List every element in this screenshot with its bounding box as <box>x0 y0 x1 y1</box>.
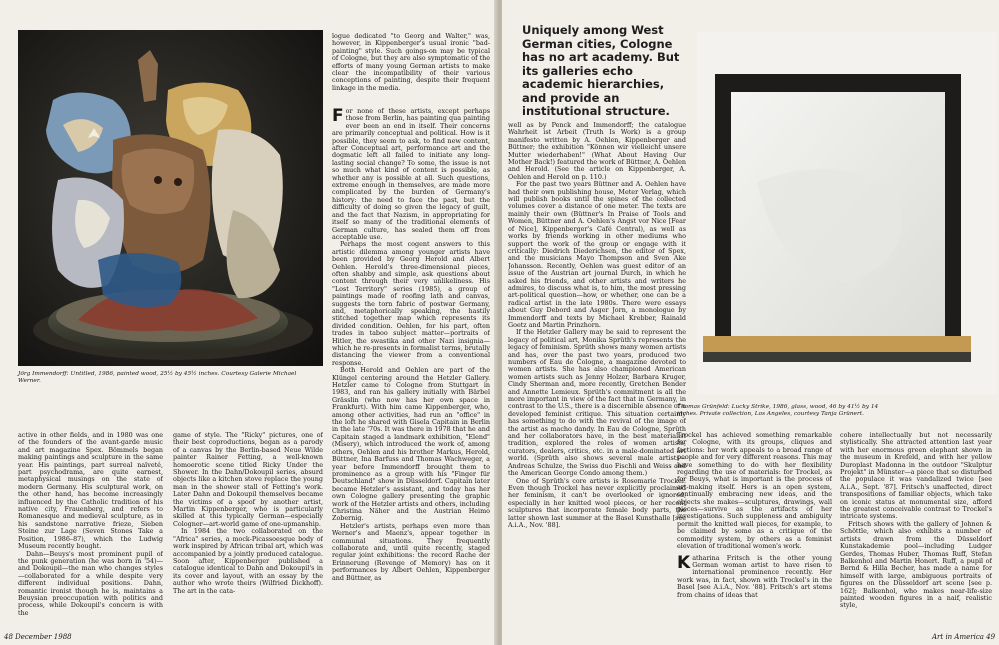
sculpture-photo <box>18 30 323 366</box>
paragraph: cohere intellectually but not necessarily stylistically. She attracted attention last year with her enormous green elephant shown in the museum in Krefeld, and with her yellow Duroplast Madonna in the outdoor "Skulptur Projekt" in Münster—a piece that so disturbed the populace it was vandalized twice [see A.i.A., Sept. '87]. Fritsch's unaffected, direct transpositions of familiar objects, which take on iconic status at monumental size, afford the greatest conceivable contrast to Trockel's intricate systems. <box>840 432 992 521</box>
paragraph: Dahn—Beuys's most prominent pupil of the punk generation (he was born in '54)—and Dokoupil—the man who changes styles—collaborated for a while despite very different individual positions. Dahn, romantic ironist though he is, maintains a Beuysian preoccupation with politics and process, while Dokoupil's concern is with the <box>18 549 163 617</box>
paragraph <box>677 552 832 599</box>
sculpture-illustration <box>18 30 323 366</box>
glass-sculpture-photo <box>697 32 997 394</box>
paragraph: Hetzler's artists, perhaps even more than Werner's and Maenz's, appear together in communal situations. They frequently collaborate and, until quite recently, staged regular joint exhibitions: the record Rache der Erinnerung (Revenge of Memory) has on it performances by Albert Oehlen, Kippenberger and Büttner, as <box>332 521 490 582</box>
paragraph: active in other fields, and in 1980 was one of the founders of the avant-garde music and art magazine Spex. Bömmels began making paintings and sculpture in the same year. His paintings, part surreal naïveté, part psychodrama, are quite earnest, metaphysical musings on the state of modern Germany. His sculptural work, on the other hand, has become increasingly influenced by the Catholic tradition of his native city, Frauenberg, and refers to Romanesque and medieval sculpture, as in his sandstone narrative frieze, Sieben Steine zur Lage (Seven Stones Take a Position, 1986–87), which the Ludwig Museum recently bought. <box>18 432 163 551</box>
right-page-folio: Art in America 49 <box>932 633 996 641</box>
paragraph: One of Sprüth's core artists is Rosemarie Trockel. Even though Trockel has never explicitly proclaimed her feminism, it can't be overlooked or ignored, especially in her knitted wool pieces, or her recent sculptures that incorporate female body parts, the latter shown last summer at the Basel Kunsthalle [see A.i.A., Nov. '88]. <box>508 476 686 529</box>
left-photo-caption: Jörg Immendorff: Untitled, 1986, painted wood, 25½ by 45½ inches. Courtesy Galerie Michael Werner. <box>18 371 297 384</box>
right-column-3 <box>840 432 992 630</box>
pull-quote: Uniquely among West German cities, Cologne has no art academy. But its galleries echo academic hierarchies, and provide an institutional structure. <box>522 23 680 118</box>
glass-frame-illustration <box>697 32 997 394</box>
left-page <box>0 0 497 645</box>
left-page-folio: 48 December 1988 <box>4 633 72 641</box>
dropcap-letter: K <box>677 552 691 573</box>
paragraph: Both Herold and Oehlen are part of the Klüngel centering around the Hetzler Gallery. Hetzler came to Cologne from Stuttgart in 1983, and ran his gallery initially with Bärbel Grässlin (who now has her own space in Frankfurt). With him came Kippenberger, who, among other activities, had run an "office" in the loft he shared with Gisela Capitain in Berlin in the late '70s. It was there in 1978 that he and Capitain staged a landmark exhibition, "Elend" (Misery), which introduced the work of, among others, Oehlen and his brother Markus, Herold, Büttner, Ina Barfuss and Thomas Wachweger, a year before Immendorff brought them to prominence as a group with his "Finger für Deutschland" show in Düsseldorf. Capitain later became Hetzler's assistant, and today has her own Cologne gallery presenting the graphic work of the Hetzler artists and others, including Christina Näher and the Austrian Heimo Zobernig. <box>332 366 490 523</box>
paragraph: game of style. The "Ricky" pictures, one of their best coproductions, began as a parody of a canvas by the Berlin-based Neue Wilde painter Rainer Fetting, a well-known homoerotic scene titled Ricky Under the Shower. In the Dahn/Dokoupil series, absurd objects like a kitchen stove replace the young man in the shower stall of Fetting's work. Later Dahn and Dokoupil themselves became the victims of a spoof by another artist, Martin Kippenberger, who is particularly skilled at this typically German—especially Cologner—art-world game of one-upmanship. <box>173 432 323 528</box>
left-column-main <box>332 108 490 636</box>
right-photo-caption: Thomas Grünfeld: Lucky Strike, 1986, glass, wood, 46 by 41½ by 14 inches. Private collection, Los Angeles, courtesy Tanja Grünert. <box>677 404 879 417</box>
paragraph: logue dedicated "to Georg and Walter," was, however, in Kippenberger's usual ironic "bad-painting" style. Such goings-on may be typical of Cologne, but they are also symptomatic of the efforts of many young German artists to make clear the incompatibility of their various conceptions of painting, despite their frequent linkage in the media. <box>332 33 490 92</box>
paragraph: For the past two years Büttner and A. Oehlen have had their own publishing house, Meter Verlag, which will publish books until the spines of the collected volumes cover a distance of one meter. The texts are mainly their own (Büttner's In Praise of Tools and Women, Büttner and A. Oehlen's Angst vor Nice [Fear of Nice], Kippenberger's Café Central), as well as works by friends working in other mediums who support the work of the group or engage with it critically: Diedrich Diederichsen, the editor of Spex, and the musicians Mayo Thompson and Sven Ake Johansson. Recently, Oehlen was guest editor of an issue of the Austrian art journal Durch, in which he asked his friends, and other artists and writers he admires, to discuss what is, to him, the most pressing art-political question—how, or whether, one can be a radical artist in the late 1980s. There were essays about Guy Debord and Asger Jorn, a monologue by Immendorff and texts by Michael Krebber, Rainald Goetz and Martin Prinzhorn. <box>508 180 686 329</box>
left-column-lower-2 <box>173 432 323 630</box>
dropcap-letter: F <box>332 108 344 126</box>
paragraph: Fritsch shows with the gallery of Johnen & Schöttle, which also exhibits a number of artists drawn from the Düsseldorf Kunstakademie pool—including Ludger Gerdes, Thomas Huber, Thomas Ruff, Stefan Balkenhol and Martin Honert. Ruff, a pupil of Bernd & Hilla Becher, has made a name for himself with large, ambiguous portraits of figures on the Düsseldorf art scene [see p. 162]; Balkenhol, who makes near-life-size painted wooden figures in a naif, realistic style, <box>840 519 992 610</box>
right-page <box>502 0 999 645</box>
paragraph <box>332 108 490 241</box>
paragraph: If the Hetzler Gallery may be said to represent the legacy of political art, Monika Sprüth's represents the legacy of feminism. Sprüth shows many women artists and has, over the past two years, produced two numbers of Eau de Cologne, a magazine devoted to women artists. She has also championed American women artists such as Jenny Holzer, Barbara Kruger, Cindy Sherman and, more recently, Gretchen Bender and Annette Lemieux. Sprüth's commitment is all the more important in view of the fact that in Germany, in contrast to the U.S., there is a discernible absence of a developed feminist critique. This situation certainly has something to do with the revival of the image of the artist as macho dandy. In Eau de Cologne, Sprüth and her collaborators have, in the best materialist tradition, explored the roles of women artists, curators, dealers, critics, etc. in a male-dominated art world. (Sprüth also shows several male artists—Andreas Schulze, the Swiss duo Fischli and Weiss and the American George Condo among them.) <box>508 328 686 478</box>
paragraph: well as by Penck and Immendorff; the catalogue Wahrheit ist Arbeit (Truth Is Work) is a group manifesto written by A. Oehlen, Kippenberger and Büttner; the exhibition "Können wir vielleicht unsere Mutter wiederhaben!" (What About Having Our Mother Back!) featured the work of Büttner, A. Oehlen and Herold. (See the article on Kippenberger, A. Oehlen and Herold on p. 110.) <box>508 122 686 181</box>
left-column-lower-1 <box>18 432 163 630</box>
paragraph-text: or none of these artists, except perhaps those from Berlin, has painting qua painting ever been an end in itself. Their concerns are primarily conceptual and political. How is it possible, they seem to ask, to find new content, after Conceptual art, performance art and the dogmatic left all failed to initiate any long-lasting social change? To some, the issue is not so much what kind of content is possible, as whether any is possible at all. Such questions, extreme enough in themselves, are made more complicated by the burden of Germany's history: the need to face the past, but the difficulty of doing so given the legacy of guilt, and the fact that Nazism, in appropriating for itself so many of the traditional elements of German culture, has sealed them off from acceptable use. <box>332 108 490 241</box>
right-column-2 <box>677 432 832 632</box>
paragraph: Trockel has achieved something remarkable for Cologne, with its groups, cliques and factions: her work appeals to a broad range of people and for very different reasons. This may have something to do with her flexibility regarding the use of materials: for Trockel, as for Beuys, what is important is the process of art-making itself. Hers is an open system, continually embracing new ideas, and the objects she makes—sculptures, drawings, wall pieces—survive as the artifacts of her investigations. Such suppleness and ambiguity permit the knitted wall pieces, for example, to be claimed by some as a critique of the commodity system, by others as a feminist elevation of traditional women's work. <box>677 432 832 551</box>
paragraph-text: atharina Fritsch is the other young German woman artist to have risen to international prominence recently. Her work was, in fact, shown with Trockel's in the Basel [see A.i.A., Nov. '88]. Fritsch's art stems from chains of ideas that <box>677 553 832 599</box>
right-column-1 <box>508 122 686 634</box>
paragraph: In 1984 the two collaborated on the "Africa" series, a mock-Picassoesque body of work inspired by African tribal art, which was accompanied by a jointly produced catalogue. Soon after, Kippenberger published a catalogue identical to Dahn and Dokoupil's in its cover and layout, with an essay by the author who wrote theirs (Wilfried Dickhoff). The art in the cata- <box>173 527 323 595</box>
left-column-top <box>332 33 490 103</box>
paragraph: Perhaps the most cogent answers to this artistic dilemma among younger artists have been provided by Georg Herold and Albert Oehlen. Herold's three-dimensional pieces, often shabby and simple, ask questions about content through their very unlikeliness. His "Lost Territory" series (1985), a group of paintings made of roofing lath and canvas, suggests the torn fabric of postwar Germany, and, metaphorically speaking, the hastily stitched together map which represents its divided condition. Oehlen, for his part, often trades in taboo subject matter—portraits of Hitler, the swastika and other Nazi insignia—which he re-presents in formalist terms, brutally distancing the viewer from a conventional response. <box>332 240 490 367</box>
